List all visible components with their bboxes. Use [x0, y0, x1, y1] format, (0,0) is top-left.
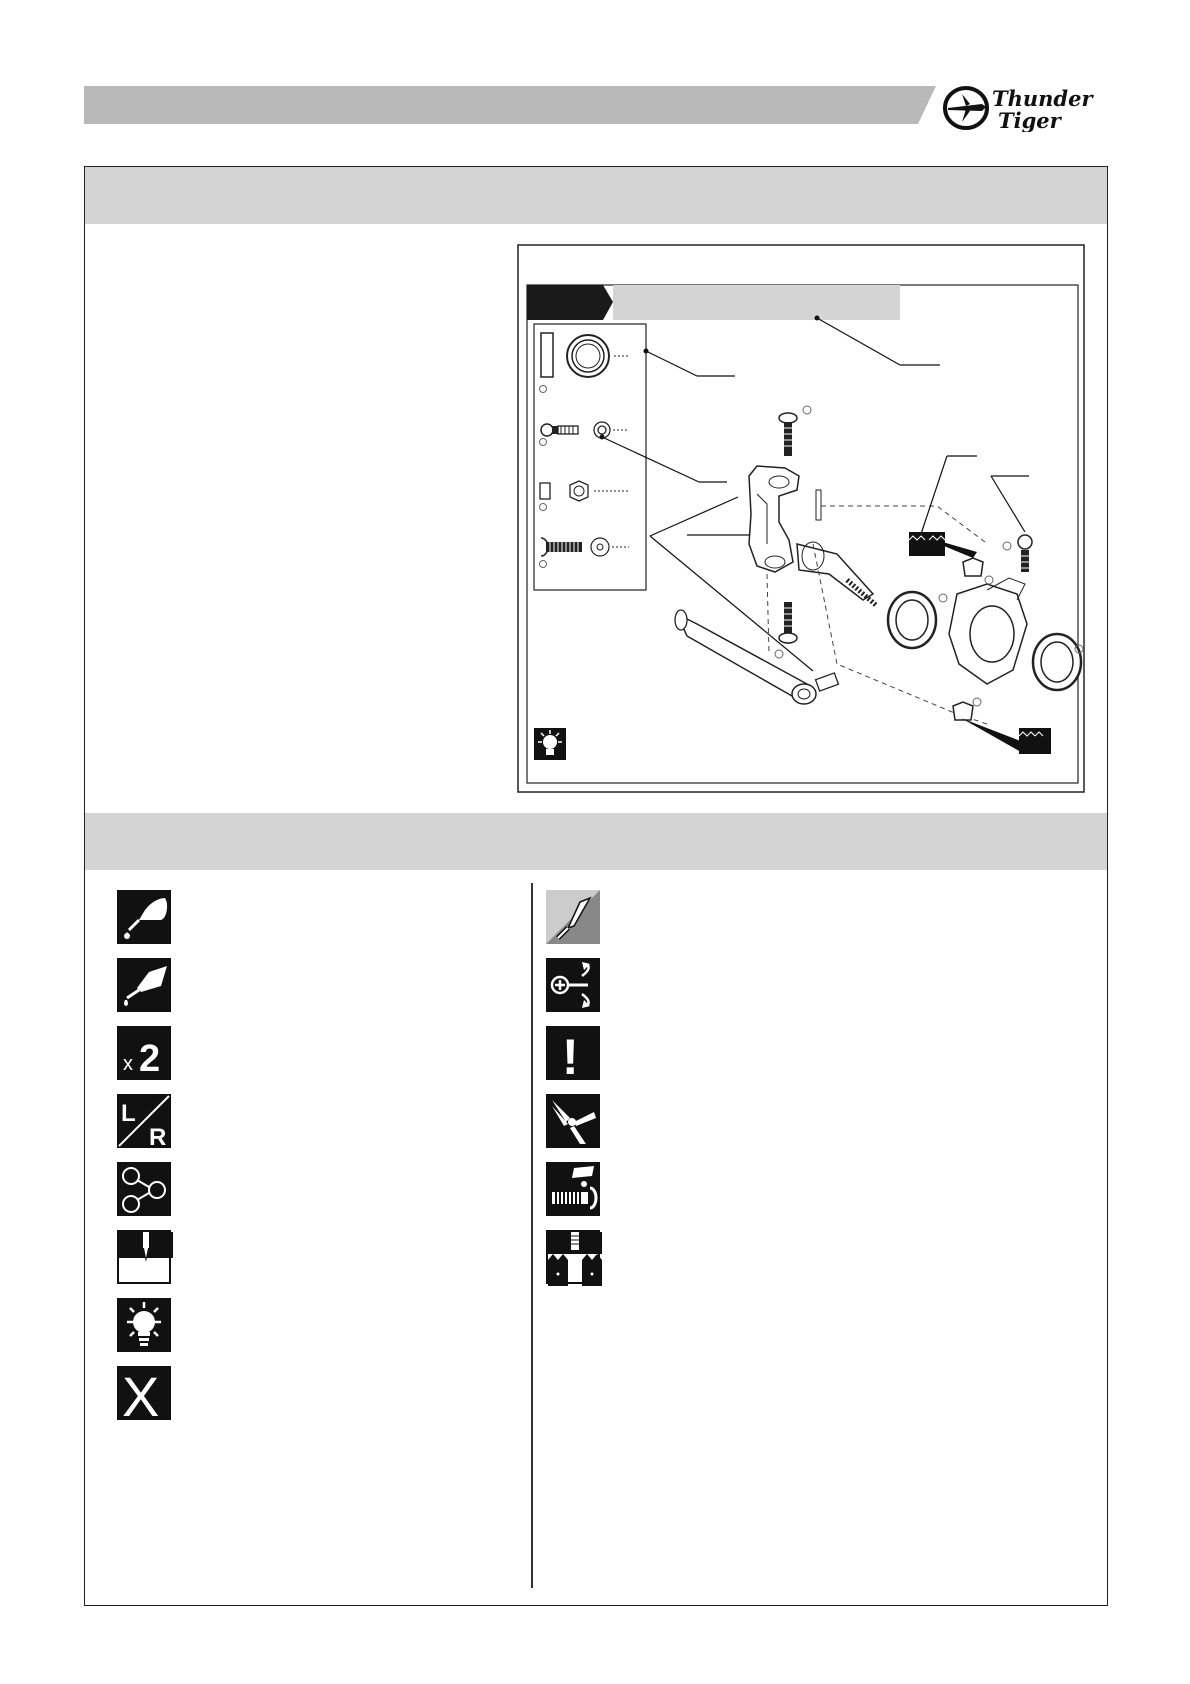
- light-bulb-icon: [117, 1298, 171, 1352]
- assembly-diagram: [517, 244, 1085, 793]
- circles-link-icon: [117, 1162, 171, 1216]
- hobby-knife-icon: [546, 890, 600, 944]
- tap-thread-icon: [909, 532, 945, 556]
- header-band: [84, 86, 936, 124]
- times-two-icon: [117, 1026, 171, 1080]
- glue-tube-icon: [117, 958, 171, 1012]
- oil-bottle-icon: [117, 890, 171, 944]
- svg-text:L: L: [121, 1100, 136, 1127]
- step-title-band: [613, 285, 900, 320]
- drive-shaft: [677, 614, 813, 700]
- svg-text:x: x: [123, 1053, 133, 1075]
- logo-line1: Thunder: [992, 86, 1093, 111]
- drill-icon: [117, 1230, 171, 1284]
- svg-text:!: !: [562, 1029, 579, 1080]
- adjust-screw-icon: [546, 958, 600, 1012]
- svg-text:2: 2: [139, 1038, 161, 1080]
- side-cutter-icon: [546, 1094, 600, 1148]
- step-tab: [527, 285, 613, 320]
- steering-knuckle: [949, 584, 1027, 684]
- wheel-axle: [797, 544, 873, 600]
- tap-thread-icon: [546, 1230, 600, 1284]
- left-right-icon: [117, 1094, 171, 1148]
- tap-thread-icon: [1019, 728, 1051, 754]
- logo-line2: Tiger: [998, 108, 1061, 132]
- cross-x-icon: [117, 1366, 171, 1420]
- exclamation-icon: [546, 1026, 600, 1080]
- section-band-middle: [85, 813, 1107, 870]
- column-divider: [531, 883, 533, 1588]
- section-band-top: [85, 167, 1107, 224]
- svg-text:R: R: [149, 1124, 167, 1148]
- svg-text:X: X: [122, 1366, 160, 1420]
- light-bulb-icon: [534, 728, 566, 760]
- threadlock-screw-icon: [546, 1162, 600, 1216]
- brand-logo: [942, 84, 1112, 132]
